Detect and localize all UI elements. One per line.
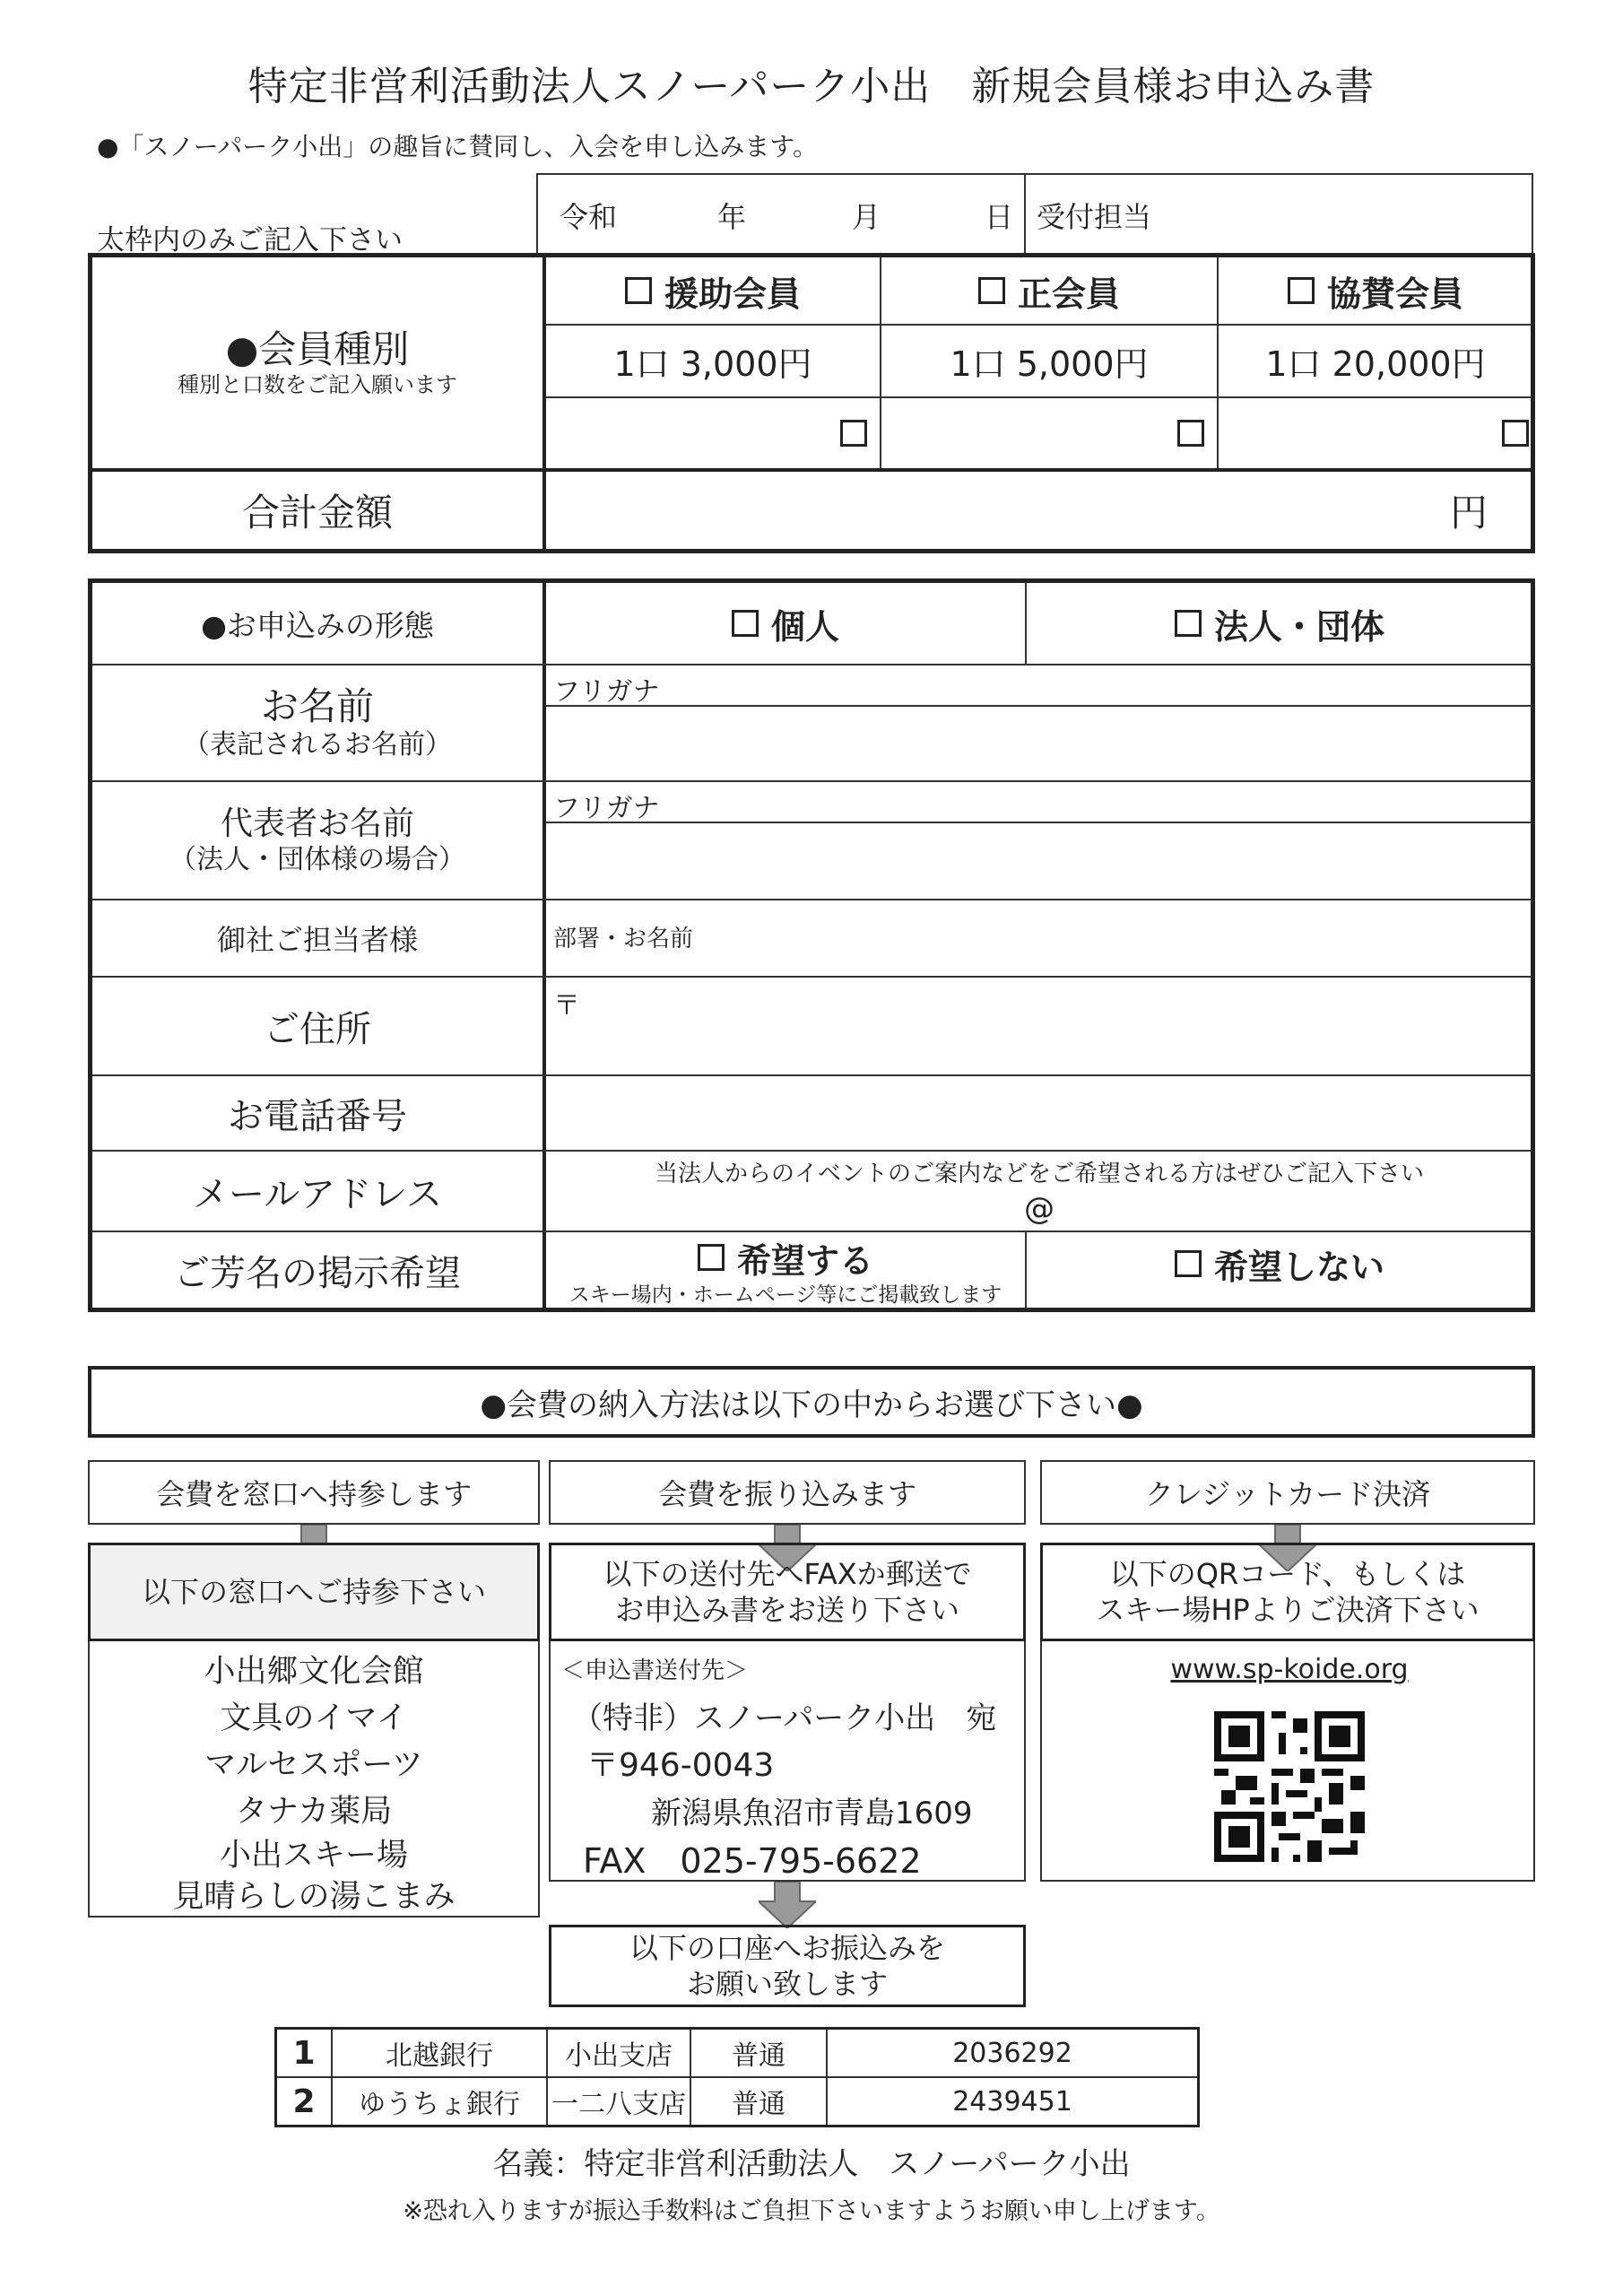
subtitle: ●「スノーパーク小出」の趣旨に賛同し、入会を申し込みます。: [97, 132, 818, 161]
price-sponsor: 1口 20,000円: [1265, 344, 1486, 384]
type-regular[interactable]: 正会員: [881, 257, 1217, 324]
membership-label: ●会員種別: [225, 326, 410, 371]
counter-place: マルセスポーツ: [204, 1747, 423, 1783]
dest-address: 新潟県魚沼市青島1609: [651, 1796, 973, 1831]
payment-heading: ●会費の納入方法は以下の中からお選び下さい●: [88, 1366, 1535, 1438]
address-label: ご住所: [264, 1008, 371, 1050]
units-sponsor[interactable]: [1219, 398, 1532, 468]
account-no: 2: [276, 2077, 333, 2126]
counter-place: 見晴らしの湯こまみ: [172, 1879, 456, 1915]
units-support[interactable]: [546, 398, 880, 468]
rep-label: 代表者お名前: [220, 805, 414, 843]
pay-option-transfer[interactable]: 会費を振り込みます: [549, 1460, 1026, 1525]
checkbox-icon[interactable]: [1288, 277, 1315, 304]
units-regular[interactable]: [881, 398, 1217, 468]
email-input[interactable]: @: [1024, 1191, 1055, 1227]
application-type-label: ●お申込みの形態: [201, 607, 434, 643]
account-number: 2036292: [827, 2029, 1199, 2078]
membership-table: [88, 253, 1535, 553]
pay-option-counter[interactable]: 会費を窓口へ持参します: [88, 1460, 540, 1525]
date-reception-box: [536, 173, 1533, 254]
date-day: 日: [985, 200, 1014, 234]
counter-place: 小出スキー場: [219, 1838, 408, 1874]
phone-label: お電話番号: [228, 1095, 407, 1137]
dest-fax: FAX 025-795-6622: [583, 1841, 922, 1881]
application-table: [88, 578, 1535, 1312]
table-row: [276, 2029, 1199, 2078]
branch-name: 一二八支店: [547, 2077, 690, 2126]
counter-place: タナカ薬局: [235, 1794, 393, 1830]
transfer-request: 以下の口座へお振込みを お願い致します: [549, 1925, 1026, 2007]
rep-input[interactable]: [546, 823, 1532, 899]
name-furigana: フリガナ: [553, 676, 660, 708]
account-holder: 名義：特定非営利活動法人 スノーパーク小出: [492, 2145, 1131, 2182]
branch-name: 小出支店: [547, 2029, 690, 2078]
total-label: 合計金額: [241, 491, 393, 535]
display-yes-note: スキー場内・ホームページ等にご掲載致します: [568, 1283, 1002, 1307]
qr-code-icon[interactable]: [1214, 1711, 1365, 1862]
checkbox-icon[interactable]: [698, 1244, 725, 1271]
display-label: ご芳名の掲示希望: [174, 1252, 461, 1294]
account-no: 1: [276, 2029, 333, 2078]
checkbox-icon[interactable]: [1175, 610, 1202, 637]
rep-furigana: フリガナ: [553, 793, 660, 824]
checkbox-icon[interactable]: [625, 277, 652, 304]
name-note: （表記されるお名前）: [183, 729, 452, 761]
dest-label: ＜申込書送付先＞: [561, 1657, 749, 1684]
date-month: 月: [852, 200, 881, 234]
pay-option-credit[interactable]: クレジットカード決済: [1040, 1460, 1535, 1525]
checkbox-icon[interactable]: [1177, 420, 1204, 447]
type-sponsor[interactable]: 協賛会員: [1219, 257, 1532, 324]
account-type: 普通: [690, 2077, 827, 2126]
bank-name: ゆうちょ銀行: [332, 2077, 547, 2126]
type-corporation[interactable]: 法人・団体: [1027, 583, 1532, 664]
counter-list: [88, 1641, 540, 1918]
fill-note: 太枠内のみご記入下さい: [97, 224, 403, 257]
price-regular: 1口 5,000円: [950, 344, 1149, 384]
reception-label: 受付担当: [1037, 200, 1152, 234]
dest-postal: 〒946-0043: [586, 1747, 775, 1784]
checkbox-icon[interactable]: [1502, 420, 1529, 447]
page-title: 特定非営利活動法人スノーパーク小出 新規会員様お申込み書: [247, 64, 1376, 109]
credit-instruction: 以下のQRコード、もしくは スキー場HPよりご決済下さい: [1040, 1543, 1535, 1641]
phone-input[interactable]: [546, 1076, 1532, 1150]
address-field[interactable]: 〒: [553, 990, 580, 1022]
transfer-instruction: 以下の送付先へFAXか郵送で お申込み書をお送り下さい: [549, 1543, 1026, 1641]
type-individual[interactable]: 個人: [546, 583, 1025, 664]
checkbox-icon[interactable]: [978, 277, 1005, 304]
bank-name: 北越銀行: [332, 2029, 547, 2078]
checkbox-icon[interactable]: [1175, 1250, 1202, 1277]
date-year: 年: [717, 200, 747, 234]
display-yes-option[interactable]: 希望する: [546, 1236, 1025, 1279]
counter-instruction: 以下の窓口へご持参下さい: [88, 1543, 540, 1641]
fee-note: ※恐れ入りますが振込手数料はご負担下さいますようお願い申し上げます。: [403, 2196, 1220, 2225]
rep-note: （法人・団体様の場合）: [169, 843, 465, 875]
checkbox-icon[interactable]: [732, 610, 759, 637]
display-no-option[interactable]: 希望しない: [1027, 1232, 1532, 1295]
membership-note: 種別と口数をご記入願います: [178, 372, 457, 398]
account-type: 普通: [690, 2029, 827, 2078]
date-era: 令和: [560, 200, 618, 234]
account-number: 2439451: [827, 2077, 1199, 2126]
bank-account-table: [274, 2027, 1200, 2127]
name-label: お名前: [260, 683, 374, 728]
contact-label: 御社ご担当者様: [216, 923, 418, 957]
dest-addressee: （特非）スノーパーク小出 宛: [572, 1700, 997, 1736]
down-arrow-icon: [759, 1882, 816, 1928]
credit-box: [1040, 1641, 1535, 1882]
site-url-link[interactable]: www.sp-koide.org: [1170, 1654, 1409, 1685]
price-support: 1口 3,000円: [613, 344, 812, 384]
email-note: 当法人からのイベントのご案内などをご希望される方はぜひご記入下さい: [654, 1160, 1424, 1187]
checkbox-icon[interactable]: [840, 420, 867, 447]
counter-place: 文具のイマイ: [220, 1700, 408, 1736]
mail-destination: [549, 1641, 1026, 1882]
table-row: [276, 2077, 1199, 2126]
email-label: メールアドレス: [193, 1173, 442, 1215]
counter-place: 小出郷文化会館: [204, 1654, 424, 1690]
total-amount-field[interactable]: 円: [1449, 491, 1488, 535]
name-input[interactable]: [546, 707, 1532, 780]
type-support[interactable]: 援助会員: [546, 257, 880, 324]
contact-field[interactable]: 部署・お名前: [553, 926, 694, 952]
